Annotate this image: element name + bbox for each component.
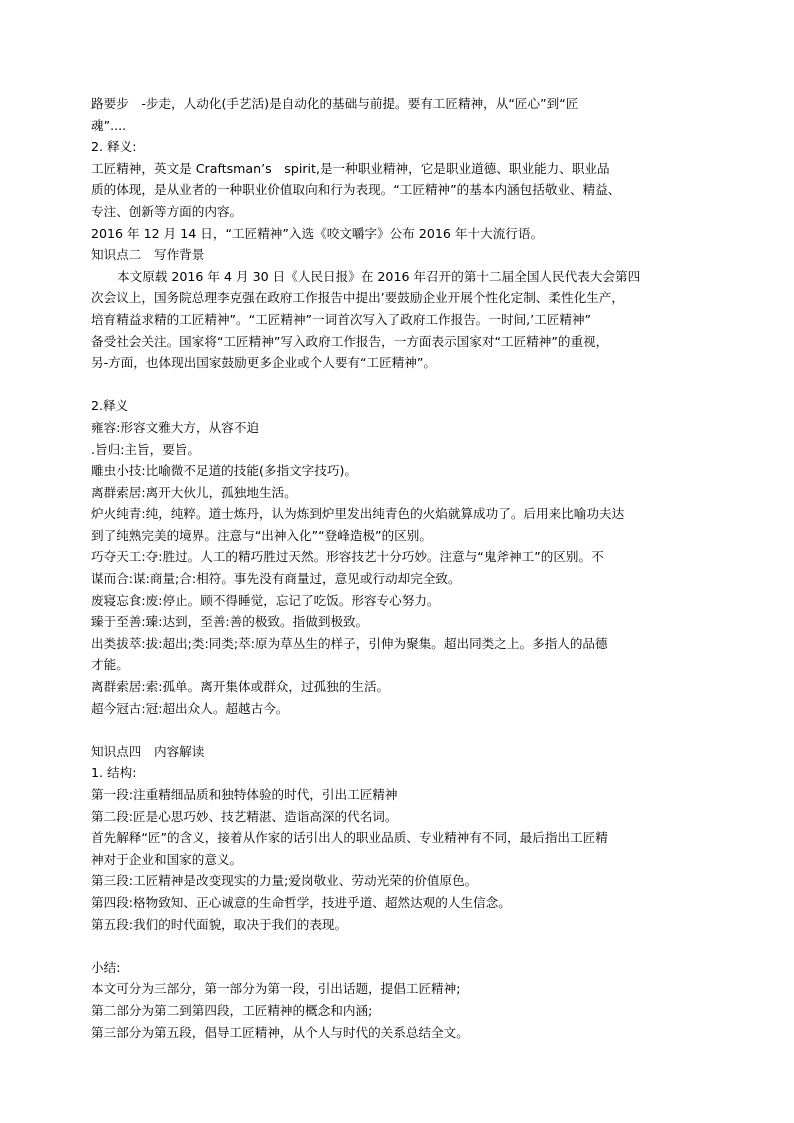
- text-line: 1. 结构:: [91, 765, 137, 781]
- glossary-entry: 雍容:形容文雅大方，从容不迫: [91, 419, 259, 435]
- glossary-entry: 离群索居:索:孤单。离开集体或群众，过孤独的生活。: [91, 679, 390, 695]
- glossary-entry: 离群索居:离开大伙儿，孤独地生活。: [91, 484, 297, 500]
- intro-section: [91, 93, 711, 266]
- structure-section: [91, 741, 711, 935]
- background-paragraph: [91, 266, 711, 374]
- glossary-entry: 废寝忘食:废:停止。顾不得睡觉，忘记了吃饭。形容专心努力。: [91, 592, 440, 608]
- text-line: 专注、创新等方面的内容。: [91, 203, 243, 219]
- text-line: 魂”....: [91, 117, 127, 133]
- glossary-entry: 谋而合:谋:商量;合:相符。事先没有商量过，意见或行动却完全致。: [91, 571, 461, 587]
- text-line: 另-方面，也体现出国家鼓励更多企业或个人要有“工匠精神”。: [91, 355, 437, 371]
- glossary-entry: 到了纯熟完美的境界。注意与“出神入化”“登峰造极”的区别。: [91, 527, 432, 543]
- text-line: 首先解释“匠”的含义，接着从作家的话引出人的职业品质、专业精神有不同，最后指出工匠精: [91, 830, 608, 846]
- text-line: 第三部分为第五段，倡导工匠精神，从个人与时代的关系总结全文。: [91, 1024, 469, 1040]
- section-heading: 小结:: [91, 959, 121, 975]
- text-line: 次会议上，国务院总理李克强在政府工作报告中提出’要鼓励企业开展个性化定制、柔性化生产，: [91, 290, 624, 306]
- glossary-entry: 巧夺天工:夺:胜过。人工的精巧胜过天然。形容技艺十分巧妙。注意与“鬼斧神工”的区别。不: [91, 549, 604, 565]
- text-line: 第一段:注重精细品质和独特体验的时代，引出工匠精神: [91, 787, 398, 802]
- text-line: 第二部分为第二到第四段，工匠精神的概念和内涵;: [91, 1002, 373, 1018]
- summary-section: [91, 957, 711, 1043]
- glossary-entry: .旨归:主旨，要旨。: [91, 441, 200, 457]
- glossary-entry: 臻于至善:臻:达到，至善:善的极致。指做到极致。: [91, 614, 369, 630]
- text-line: 培育精益求精的工匠精神”。“工匠精神”一词首次写入了政府工作报告。一时间,’工匠精神”: [91, 311, 592, 327]
- text-line: 第三段:工匠精神是改变现实的力量;爱岗敬业、劳动光荣的价值原色。: [91, 873, 478, 889]
- glossary-entry: 雕虫小技:比喻微不足道的技能(多指文字技巧)。: [91, 463, 357, 479]
- blank-line: [91, 935, 711, 957]
- text-line: 本文原载 2016 年 4 月 30 日《人民日报》在 2016 年召开的第十二届全国人民代表大会第四: [117, 268, 641, 284]
- section-heading: 知识点二 写作背景: [91, 247, 205, 263]
- text-line: 本文可分为三部分，第一部分为第一段，引出话题，提倡工匠精神;: [91, 981, 461, 997]
- text-line: 2. 释义:: [91, 139, 137, 155]
- text-line: 2016 年 12 月 14 日，“工匠精神”入选《咬文嚼字》公布 2016 年十大流行语。: [91, 225, 544, 241]
- glossary-entry: 超今冠古:冠:超出众人。超越古今。: [91, 700, 289, 716]
- text-line: 神对于企业和国家的意义。: [91, 851, 243, 867]
- blank-line: [91, 374, 711, 396]
- section-heading: 2.释义: [91, 398, 129, 414]
- text-line: 路要步 -步走，人动化(手艺活)是自动化的基础与前提。要有工匠精神，从“匠心”到“匠: [91, 96, 579, 111]
- text-line: 第五段:我们的时代面貌，取决于我们的表现。: [91, 916, 348, 932]
- text-line: 第四段:格物致知、正心诚意的生命哲学，技进乎道、超然达观的人生信念。: [91, 894, 511, 910]
- text-line: 第二段:匠是心思巧妙、技艺精湛、造诣高深的代名词。: [91, 808, 398, 824]
- text-line: 工匠精神，英文是 Craftsman’s spirit,是一种职业精神，它是职业道德、职业能力、职业品: [91, 160, 610, 176]
- section-heading: 知识点四 内容解读: [91, 743, 205, 759]
- glossary-entry: 才能。: [91, 657, 129, 673]
- blank-line: [91, 719, 711, 741]
- glossary-section: [91, 395, 711, 719]
- document-page: [91, 93, 711, 1043]
- glossary-entry: 炉火纯青:纯，纯粹。道士炼丹，认为炼到炉里发出纯青色的火焰就算成功了。后用来比喻功夫达: [91, 506, 625, 522]
- text-line: 备受社会关注。国家将“工匠精神”写入政府工作报告，一方面表示国家对“工匠精神”的重视，: [91, 333, 609, 349]
- glossary-entry: 出类拔萃:拔:超出;类:同类;萃:原为草丛生的样子，引伸为聚集。超出同类之上。多指人的品德: [91, 635, 608, 651]
- text-line: 质的体现，是从业者的一种职业价值取向和行为表现。“工匠精神”的基本内涵包括敬业、精益、: [91, 182, 621, 198]
